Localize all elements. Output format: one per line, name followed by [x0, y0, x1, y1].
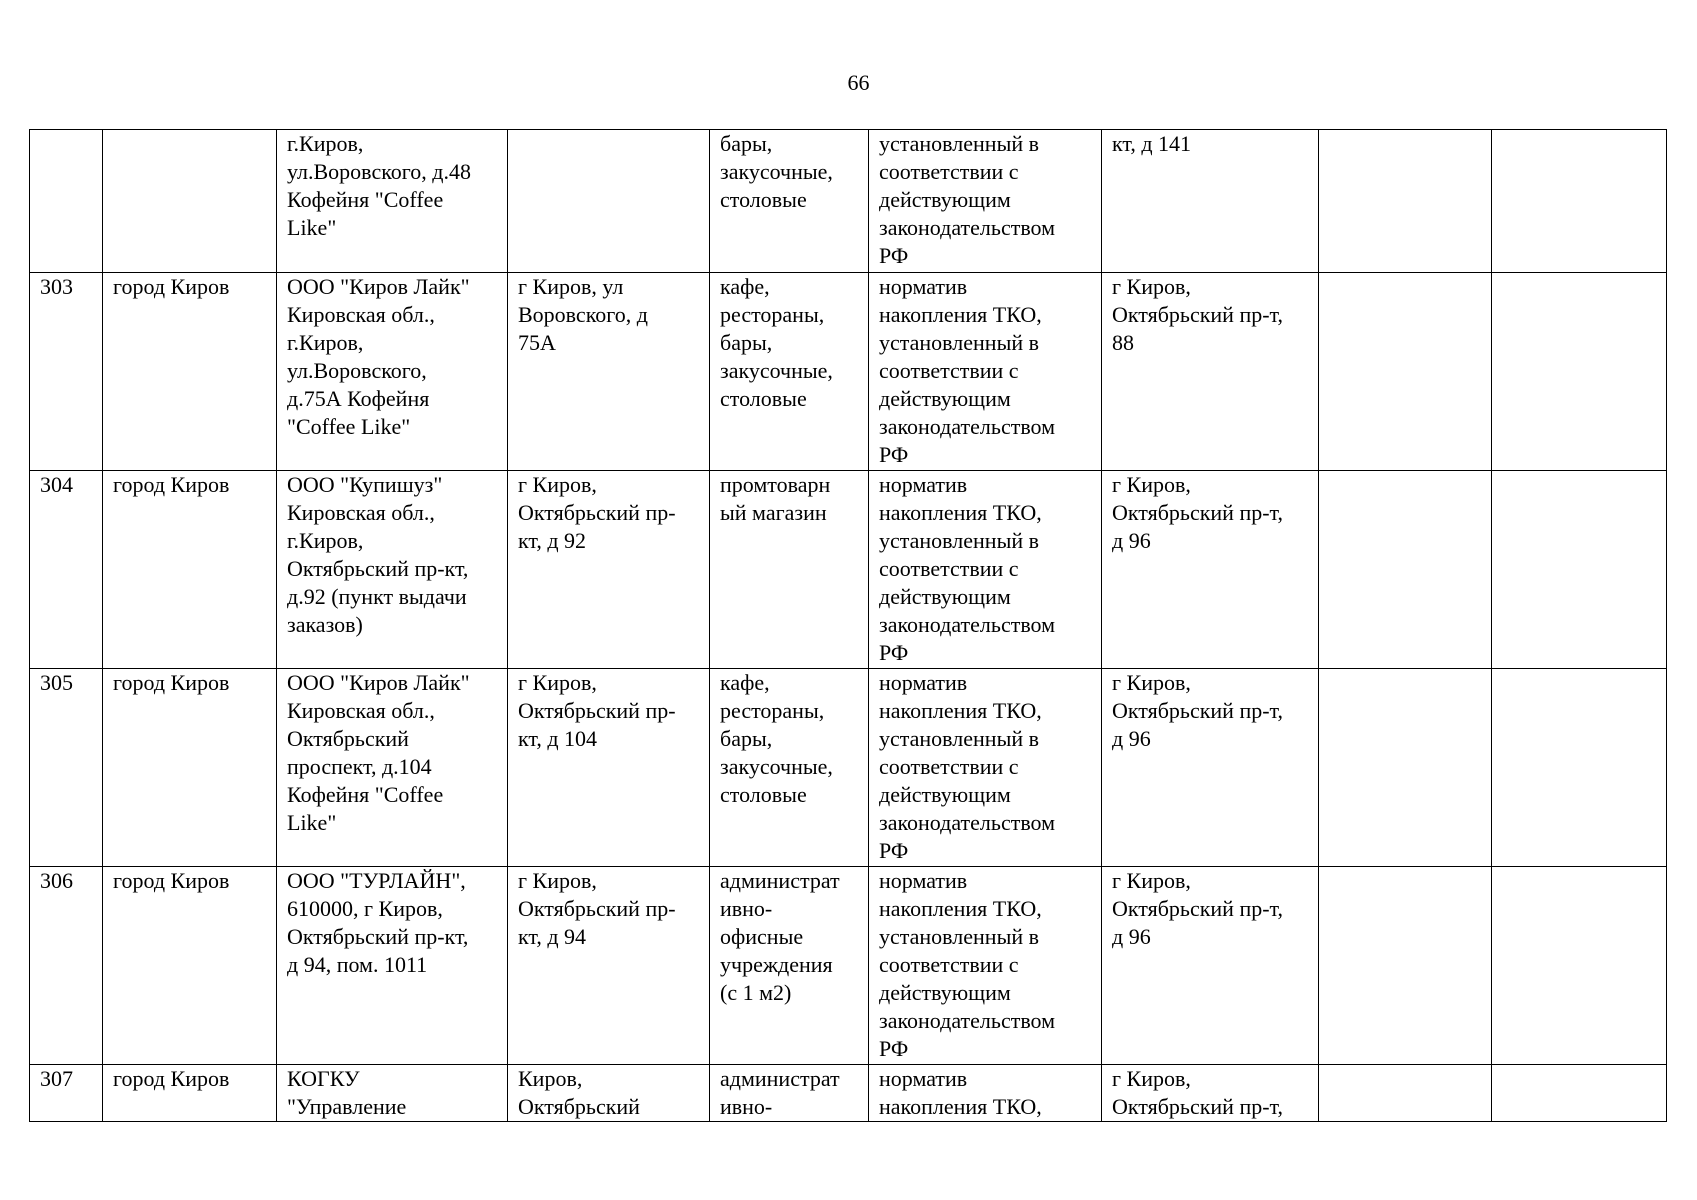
table-row: [30, 1065, 1667, 1122]
address-cell: Киров, Октябрьский: [508, 1065, 710, 1122]
table-row: [30, 471, 1667, 669]
waste-registry-table: [29, 129, 1667, 1122]
row-number-cell: [30, 130, 103, 273]
organization-cell: КОГКУ "Управление: [277, 1065, 508, 1122]
norm-cell: норматив накопления ТКО, установленный в соответствии с действующим законодательством РФ: [869, 471, 1102, 669]
district-cell: город Киров: [103, 1065, 277, 1122]
table-row: [30, 130, 1667, 273]
district-cell: [103, 130, 277, 273]
collection-site-cell: г Киров, Октябрьский пр-т, д 96: [1102, 867, 1319, 1065]
category-cell: кафе, рестораны, бары, закусочные, столовые: [710, 273, 869, 471]
address-cell: г Киров, Октябрьский пр- кт, д 104: [508, 669, 710, 867]
empty-cell: [1319, 867, 1492, 1065]
empty-cell: [1492, 1065, 1667, 1122]
address-cell: [508, 130, 710, 273]
organization-cell: ООО "Киров Лайк" Кировская обл., г.Киров, ул.Воровского, д.75А Кофейня "Coffee Like": [277, 273, 508, 471]
district-cell: город Киров: [103, 273, 277, 471]
district-cell: город Киров: [103, 669, 277, 867]
empty-cell: [1319, 669, 1492, 867]
row-number-cell: 306: [30, 867, 103, 1065]
district-cell: город Киров: [103, 867, 277, 1065]
empty-cell: [1492, 669, 1667, 867]
collection-site-cell: г Киров, Октябрьский пр-т, 88: [1102, 273, 1319, 471]
row-number-cell: 304: [30, 471, 103, 669]
norm-cell: норматив накопления ТКО,: [869, 1065, 1102, 1122]
category-cell: администрат ивно- офисные учреждения (с 1 м2): [710, 867, 869, 1065]
empty-cell: [1319, 273, 1492, 471]
page-number: 66: [847, 70, 870, 95]
row-number-cell: 307: [30, 1065, 103, 1122]
district-cell: город Киров: [103, 471, 277, 669]
empty-cell: [1492, 273, 1667, 471]
collection-site-cell: г Киров, Октябрьский пр-т, д 96: [1102, 669, 1319, 867]
empty-cell: [1319, 1065, 1492, 1122]
table-row: [30, 273, 1667, 471]
category-cell: кафе, рестораны, бары, закусочные, столовые: [710, 669, 869, 867]
norm-cell: норматив накопления ТКО, установленный в соответствии с действующим законодательством РФ: [869, 867, 1102, 1065]
organization-cell: ООО "Киров Лайк" Кировская обл., Октябрьский проспект, д.104 Кофейня "Coffee Like": [277, 669, 508, 867]
empty-cell: [1492, 867, 1667, 1065]
address-cell: г Киров, ул Воровского, д 75А: [508, 273, 710, 471]
address-cell: г Киров, Октябрьский пр- кт, д 94: [508, 867, 710, 1065]
empty-cell: [1319, 471, 1492, 669]
table-row: [30, 669, 1667, 867]
norm-cell: норматив накопления ТКО, установленный в соответствии с действующим законодательством РФ: [869, 669, 1102, 867]
category-cell: бары, закусочные, столовые: [710, 130, 869, 273]
organization-cell: ООО "Купишуз" Кировская обл., г.Киров, Октябрьский пр-кт, д.92 (пункт выдачи заказов): [277, 471, 508, 669]
category-cell: промтоварн ый магазин: [710, 471, 869, 669]
empty-cell: [1319, 130, 1492, 273]
row-number-cell: 305: [30, 669, 103, 867]
norm-cell: установленный в соответствии с действующим законодательством РФ: [869, 130, 1102, 273]
organization-cell: г.Киров, ул.Воровского, д.48 Кофейня "Coffee Like": [277, 130, 508, 273]
category-cell: администрат ивно-: [710, 1065, 869, 1122]
empty-cell: [1492, 471, 1667, 669]
collection-site-cell: г Киров, Октябрьский пр-т,: [1102, 1065, 1319, 1122]
empty-cell: [1492, 130, 1667, 273]
address-cell: г Киров, Октябрьский пр- кт, д 92: [508, 471, 710, 669]
norm-cell: норматив накопления ТКО, установленный в соответствии с действующим законодательством РФ: [869, 273, 1102, 471]
collection-site-cell: кт, д 141: [1102, 130, 1319, 273]
collection-site-cell: г Киров, Октябрьский пр-т, д 96: [1102, 471, 1319, 669]
row-number-cell: 303: [30, 273, 103, 471]
organization-cell: ООО "ТУРЛАЙН", 610000, г Киров, Октябрьский пр-кт, д 94, пом. 1011: [277, 867, 508, 1065]
table-row: [30, 867, 1667, 1065]
